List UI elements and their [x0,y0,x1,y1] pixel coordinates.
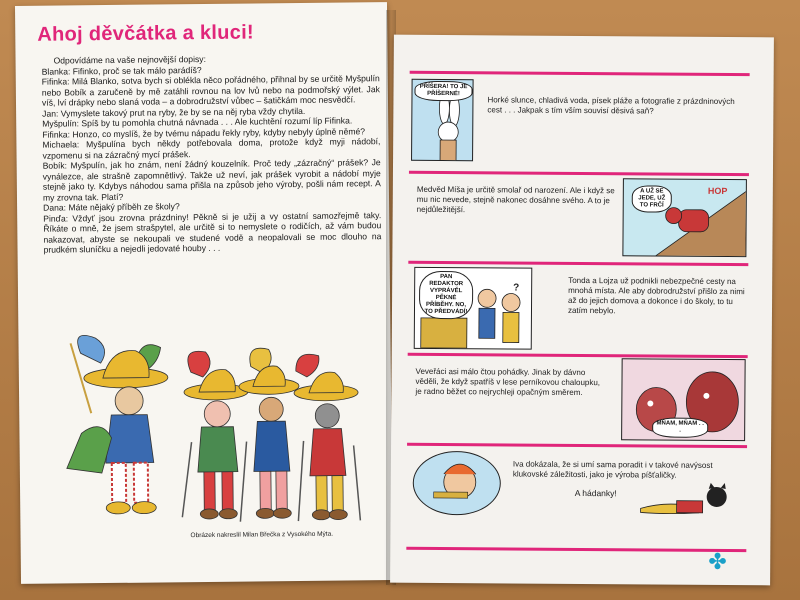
pink-rule [407,443,747,448]
speech-bubble: MŇAM, MŇAM . . . [652,417,708,437]
strip-text: Veveřáci asi málo čtou pohádky. Jinak by dávno věděli, že když spatříš v lese perníkovou chaloupku, je radno běžet co nejrychleji opačným směrem. [415,366,601,398]
letter-paragraph: Odpovídáme na vaše nejnovější dopisy: [53,53,207,66]
iva-figure [414,452,501,516]
letter-paragraph: Fifinka: Honzo, co myslíš, že by tvému nápadu řekly ryby, kdyby nebyly úplně němé? [42,125,366,140]
speech-bubble: PAN REDAKTOR VYPRÁVĚL PĚKNÉ PŘÍBĚHY. NO, TO PŘEDVÁDÍ! [419,271,473,319]
letter-paragraph: Michaela: Myšpulína bych někdy potřebovala doma, protože když myji nádobí, vzpomenu si na zázračný mycí prášek. [42,136,381,161]
letter-paragraph: Jan: Vymyslete takový prut na ryby, že by se na něj ryba vždy chytila. [42,105,306,119]
letters-column [42,52,382,255]
letter-paragraph: Dana: Máte nějaký příběh ze školy? [43,201,180,213]
letter-paragraph: Myšpulín: Spíš by tu pomohla chutná návnada . . . Ale kuchtění rozumí líp Fifinka. [42,115,353,129]
flying-cat-figure [637,480,737,521]
strip-2 [409,171,749,215]
svg-text:?: ? [513,282,520,294]
pink-rule [408,261,748,266]
strip-3 [408,261,748,316]
strip-text: Iva dokázala, že si umí sama poradit i v takové navýsost klukovské záležitosti, jako je výroba píšťaličky. [512,459,713,480]
comic-panel-iva [413,451,501,516]
strip-text: Tonda a Lojza už podnikli nebezpečné cesty na mnohá místa. Ale aby dobrodružství přišlo za nimi až do jejich domova a dokonce i do školy, to tu zatím nebylo. [567,275,745,316]
strip-4 [408,353,748,434]
strip-5 [407,443,747,480]
riddles-label: A hádanky! [574,487,617,499]
pink-rule [410,71,750,76]
letter-paragraph: Pinďa: Vždyť jsou zrovna prázdniny! Pěkně si je užij a vy ostatní samozřejmě taky. Říkáte o mně, že jsem strašpytel, ale určitě si to nemyslete o rodičích, až vám budou nakazovat, abyste se nekoupali ve studené vodě a neopalovali se moc dlouho na prudkém sluníčku a nejedli jedovaté houby . . . [43,209,382,255]
pink-rule [406,547,746,552]
clover-icon: ✤ [708,548,727,575]
musketeers-illustration [40,320,372,533]
comic-panel-boys [414,267,533,350]
left-page [15,2,393,584]
comic-panel-bear [622,178,747,257]
comic-panel-dragon [411,79,474,161]
pink-rule [408,353,748,358]
page-title: Ahoj děvčátka a kluci! [37,21,255,46]
letter-paragraph: Bobík: Myšpulín, jak ho znám, není žádný kouzelník. Proč tedy „zázračný“ prášek? Je vynálezce, ale strašně zapomnětlivý. Takže už neví, jak prášek vyrobit a nádobí myje stejně jako ty. Kdybys náhodou sama přišla na způsob jeho výroby, pošli nám recept. A my zrovna tak. Platí? [42,157,381,203]
letter-paragraph: Fifinka: Milá Blanko, sotva bych si oblékla něco pořádného, přihnal by se určitě Myšpulín nebo Bobík a zaručeně by mě zatáhli rovnou na lov lvů nebo na podmořský výlet. Jak víš, lví drápky nebo slaná voda – a dobrodružství vůbec – šatičkám moc nesvědčí. [41,73,380,108]
speech-bubble: A UŽ SE JEDE, UŽ TO FRČÍ [632,185,672,212]
right-page [390,35,774,586]
strip-1 [410,71,750,116]
speech-bubble: PŘÍŠERA! TO JE PŘÍŠERNÉ! [414,81,472,101]
letter-paragraph: Blanka: Fifinko, proč se tak málo parádíš? [41,64,202,77]
strip-text: Horké slunce, chladivá voda, písek pláže a fotografie z prázdninových cest . . . Jakpak s tím vším souvisí děsivá saň? [487,95,735,116]
hop-sign: HOP [707,185,728,197]
comic-panel-squirrels [621,358,746,441]
illustration-credit: Obrázek nakreslil Milan Břečka z Vysokého Mýta. [190,530,334,540]
strip-text: Medvěd Míša je určitě smolař od narození. Ale i když se mu nic nevede, stejně nakonec dosáhne svého. A to je nejdůležitější. [416,184,615,215]
pink-rule [409,171,749,176]
